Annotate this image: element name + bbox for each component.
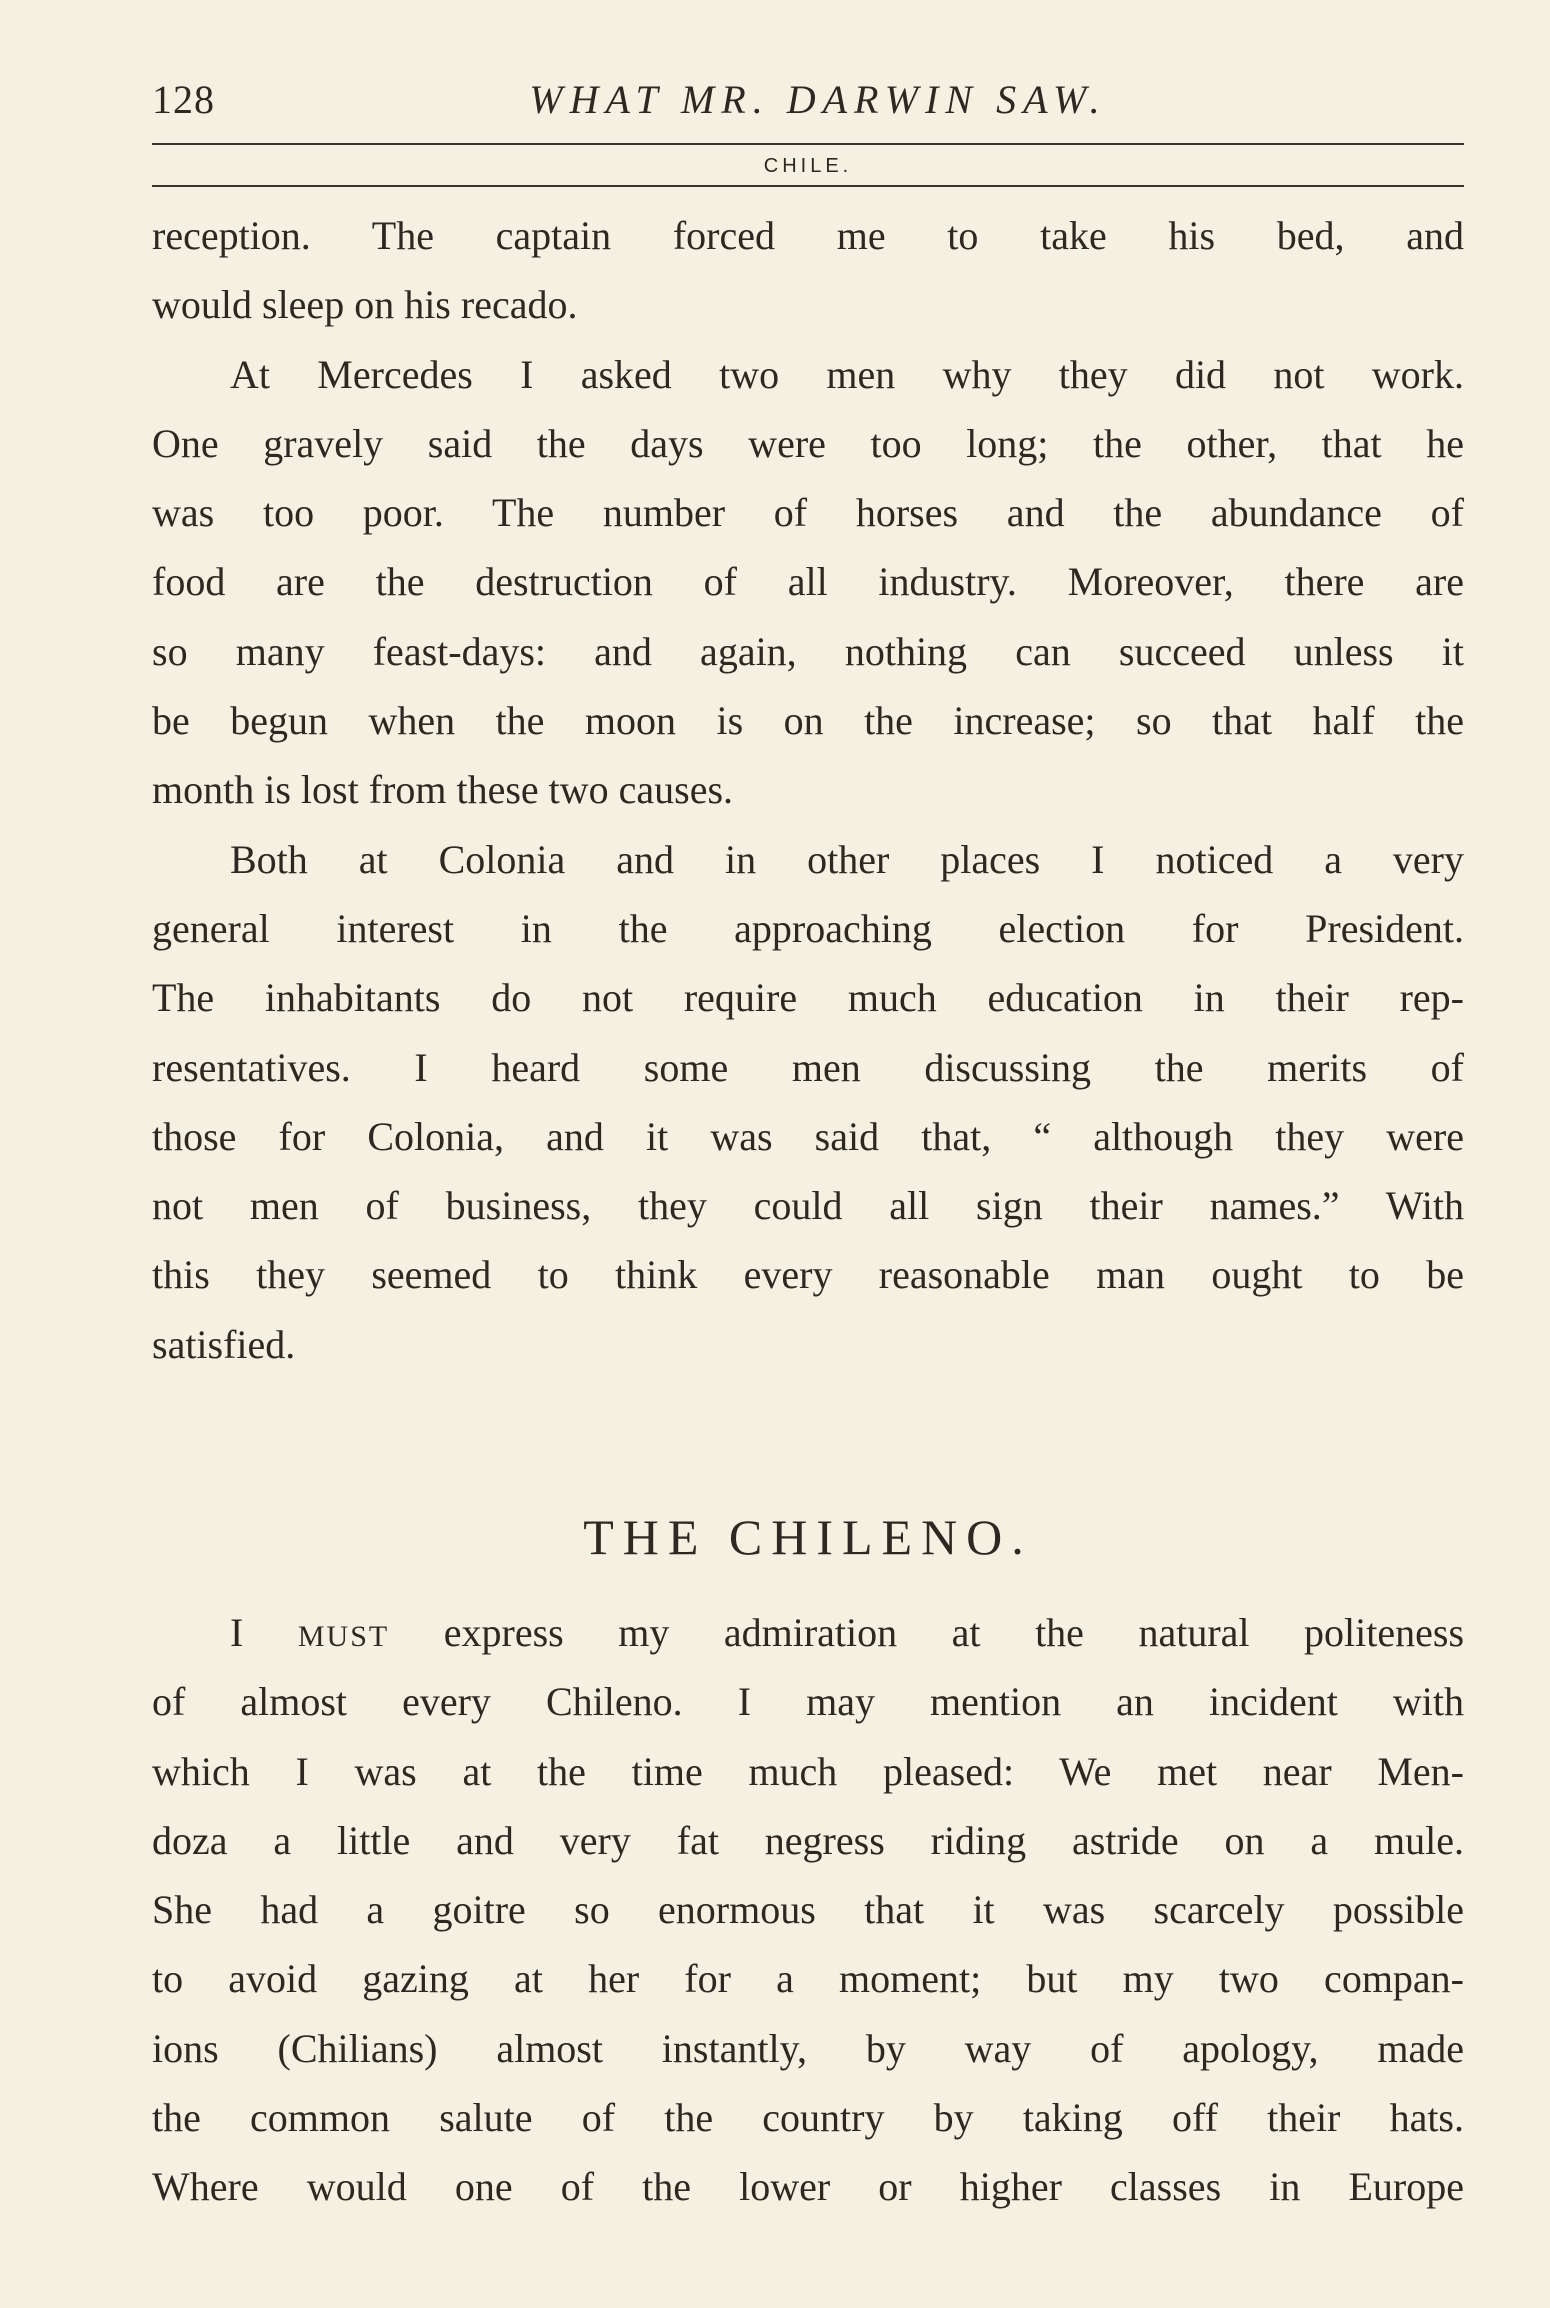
text-line: The inhabitants do not require much education in their rep- [152,975,1464,1021]
text-line: food are the destruction of all industry. Moreover, there are [152,559,1464,605]
text-line: the common salute of the country by taking off their hats. [152,2095,1464,2141]
text-line: satisfied. [152,1321,296,1367]
section-heading: CHILE. [763,155,853,177]
text-line: which I was at the time much pleased: We met near Men- [152,1748,1464,1794]
book-title: WHAT MR. DARWIN SAW. [529,77,1107,122]
text-line: would sleep on his recado. [152,282,578,328]
small-caps-word: MUST [297,1620,390,1653]
text-line: reception. The captain forced me to take his bed, and [152,213,1464,258]
text-line: Both at Colonia and in other places I noticed a very [230,836,1464,882]
text-line: of almost every Chileno. I may mention an incident with [152,1679,1464,1725]
text-line: At Mercedes I asked two men why they did not work. [230,351,1464,397]
page-number: 128 [152,77,215,122]
text-line: She had a goitre so enormous that it was scarcely possible [152,1887,1464,1933]
body-text-section-1 [152,201,1464,1379]
text-line: month is lost from these two causes. [152,767,734,813]
text-line: be begun when the moon is on the increase; so that half the [152,698,1464,744]
header-rule-top [152,143,1464,145]
text-line: One gravely said the days were too long; the other, that he [152,420,1464,466]
text-line: was too poor. The number of horses and the abundance of [152,490,1464,536]
drop-initial: I [230,1610,244,1655]
text-line: general interest in the approaching election for President. [152,905,1464,951]
text-line: resentatives. I heard some men discussing the merits of [152,1044,1464,1090]
text-line: not men of business, they could all sign their names.” With [152,1183,1464,1229]
header-rule-bottom [152,185,1464,187]
running-head [152,70,1464,130]
body-text-section-2 [152,1598,1464,2222]
text-line: ions (Chilians) almost instantly, by way of apology, made [152,2025,1464,2071]
text-line-first [152,1598,1464,1667]
text-line: doza a little and very fat negress riding astride on a mule. [152,1817,1464,1863]
text-line: this they seemed to think every reasonable man ought to be [152,1252,1464,1298]
text-line: so many feast-days: and again, nothing can succeed unless it [152,628,1464,674]
chapter-title: THE CHILENO. [583,1509,1033,1565]
text-line: Where would one of the lower or higher classes in Europe [152,2164,1464,2210]
text-line: those for Colonia, and it was said that, “ although they were [152,1113,1464,1159]
text-line: to avoid gazing at her for a moment; but my two compan- [152,1956,1464,2002]
first-line-text: express my admiration at the natural politeness [443,1610,1465,1655]
